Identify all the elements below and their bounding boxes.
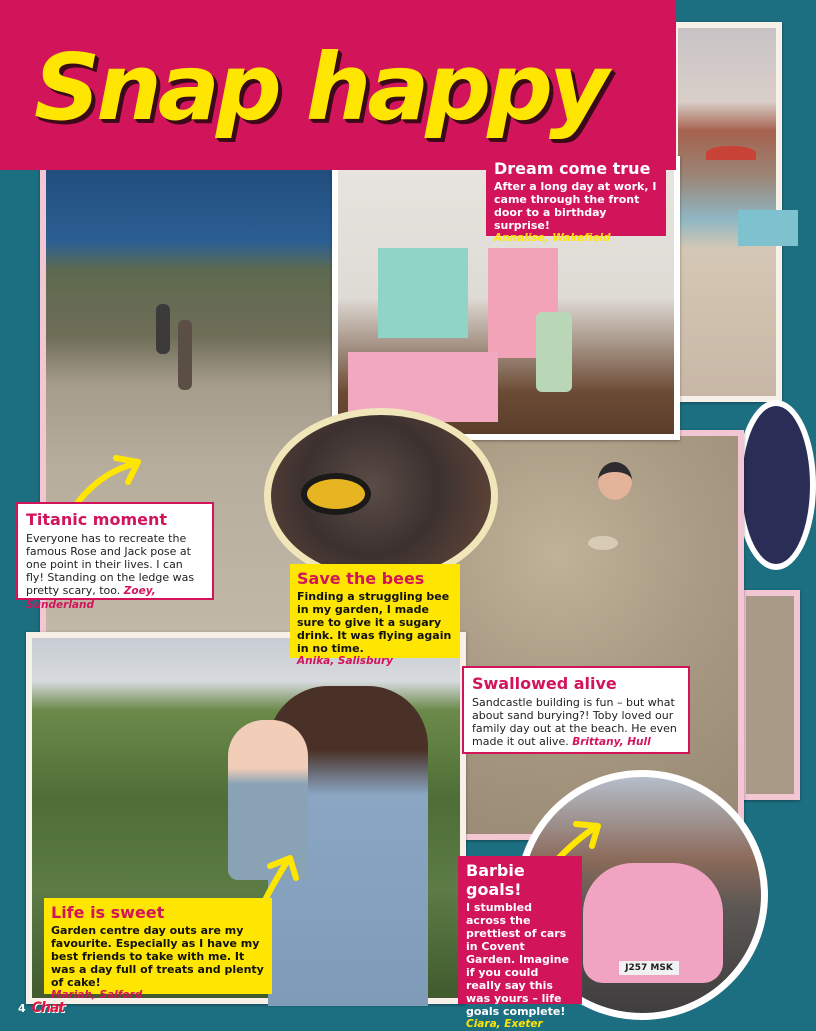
page-title: Snap happy xyxy=(34,34,605,141)
boy-head xyxy=(598,462,632,500)
page-number: 4 xyxy=(18,1001,26,1015)
page-footer xyxy=(18,1000,64,1016)
caption-body: Garden centre day outs are my favourite. Especially as I have my best friends to take with me. It was a day full of treats and plenty of cake! xyxy=(51,924,264,989)
caption-title: Titanic moment xyxy=(26,510,167,529)
caption-title: Swallowed alive xyxy=(472,674,617,693)
car-plate: J257 MSK xyxy=(619,961,679,975)
caption-title: Life is sweet xyxy=(51,903,165,922)
caption-dream xyxy=(486,154,666,244)
caption-body: Everyone has to recreate the famous Rose and Jack pose at one point in their lives. I can fly! Standing on the ledge was pretty scary, too. Zoey, Sunderland xyxy=(26,532,195,611)
arrow-icon xyxy=(72,452,152,508)
caption-signature: Mariah, Salford xyxy=(51,989,143,1001)
caption-titanic xyxy=(16,502,214,611)
caption-title: Save the bees xyxy=(297,569,425,588)
caption-signature: Annalise, Wakefield xyxy=(494,232,611,244)
photo-bee xyxy=(264,408,498,584)
caption-body: After a long day at work, I came through the front door to a birthday surprise! xyxy=(494,180,657,232)
caption-bees xyxy=(290,564,460,667)
caption-body: Sandcastle building is fun – but what about sand burying?! Toby loved our family day out at the beach. He even made it out alive. Brittany, Hull xyxy=(472,696,677,748)
caption-title: Dream come true xyxy=(494,159,651,178)
caption-signature: Brittany, Hull xyxy=(572,736,651,748)
caption-sweet xyxy=(44,898,272,1001)
photo-pool xyxy=(672,22,782,402)
caption-signature: Zoey, Sunderland xyxy=(26,585,156,611)
caption-body: Finding a struggling bee in my garden, I made sure to give it a sugary drink. It was flying again in no time. xyxy=(297,590,452,655)
photo-right-circle xyxy=(736,400,816,570)
magazine-logo: Chat xyxy=(31,1000,65,1016)
caption-swallowed xyxy=(462,666,690,754)
caption-body: I stumbled across the prettiest of cars in Covent Garden. Imagine if you could really say this was yours – life goals complete! xyxy=(466,901,569,1018)
caption-title: Barbie goals! xyxy=(466,861,525,899)
header-banner xyxy=(0,0,676,170)
caption-signature: Ciara, Exeter xyxy=(466,1018,543,1030)
caption-signature: Anika, Salisbury xyxy=(297,655,394,667)
photo-right-edge xyxy=(740,590,800,800)
caption-barbie xyxy=(458,856,582,1030)
